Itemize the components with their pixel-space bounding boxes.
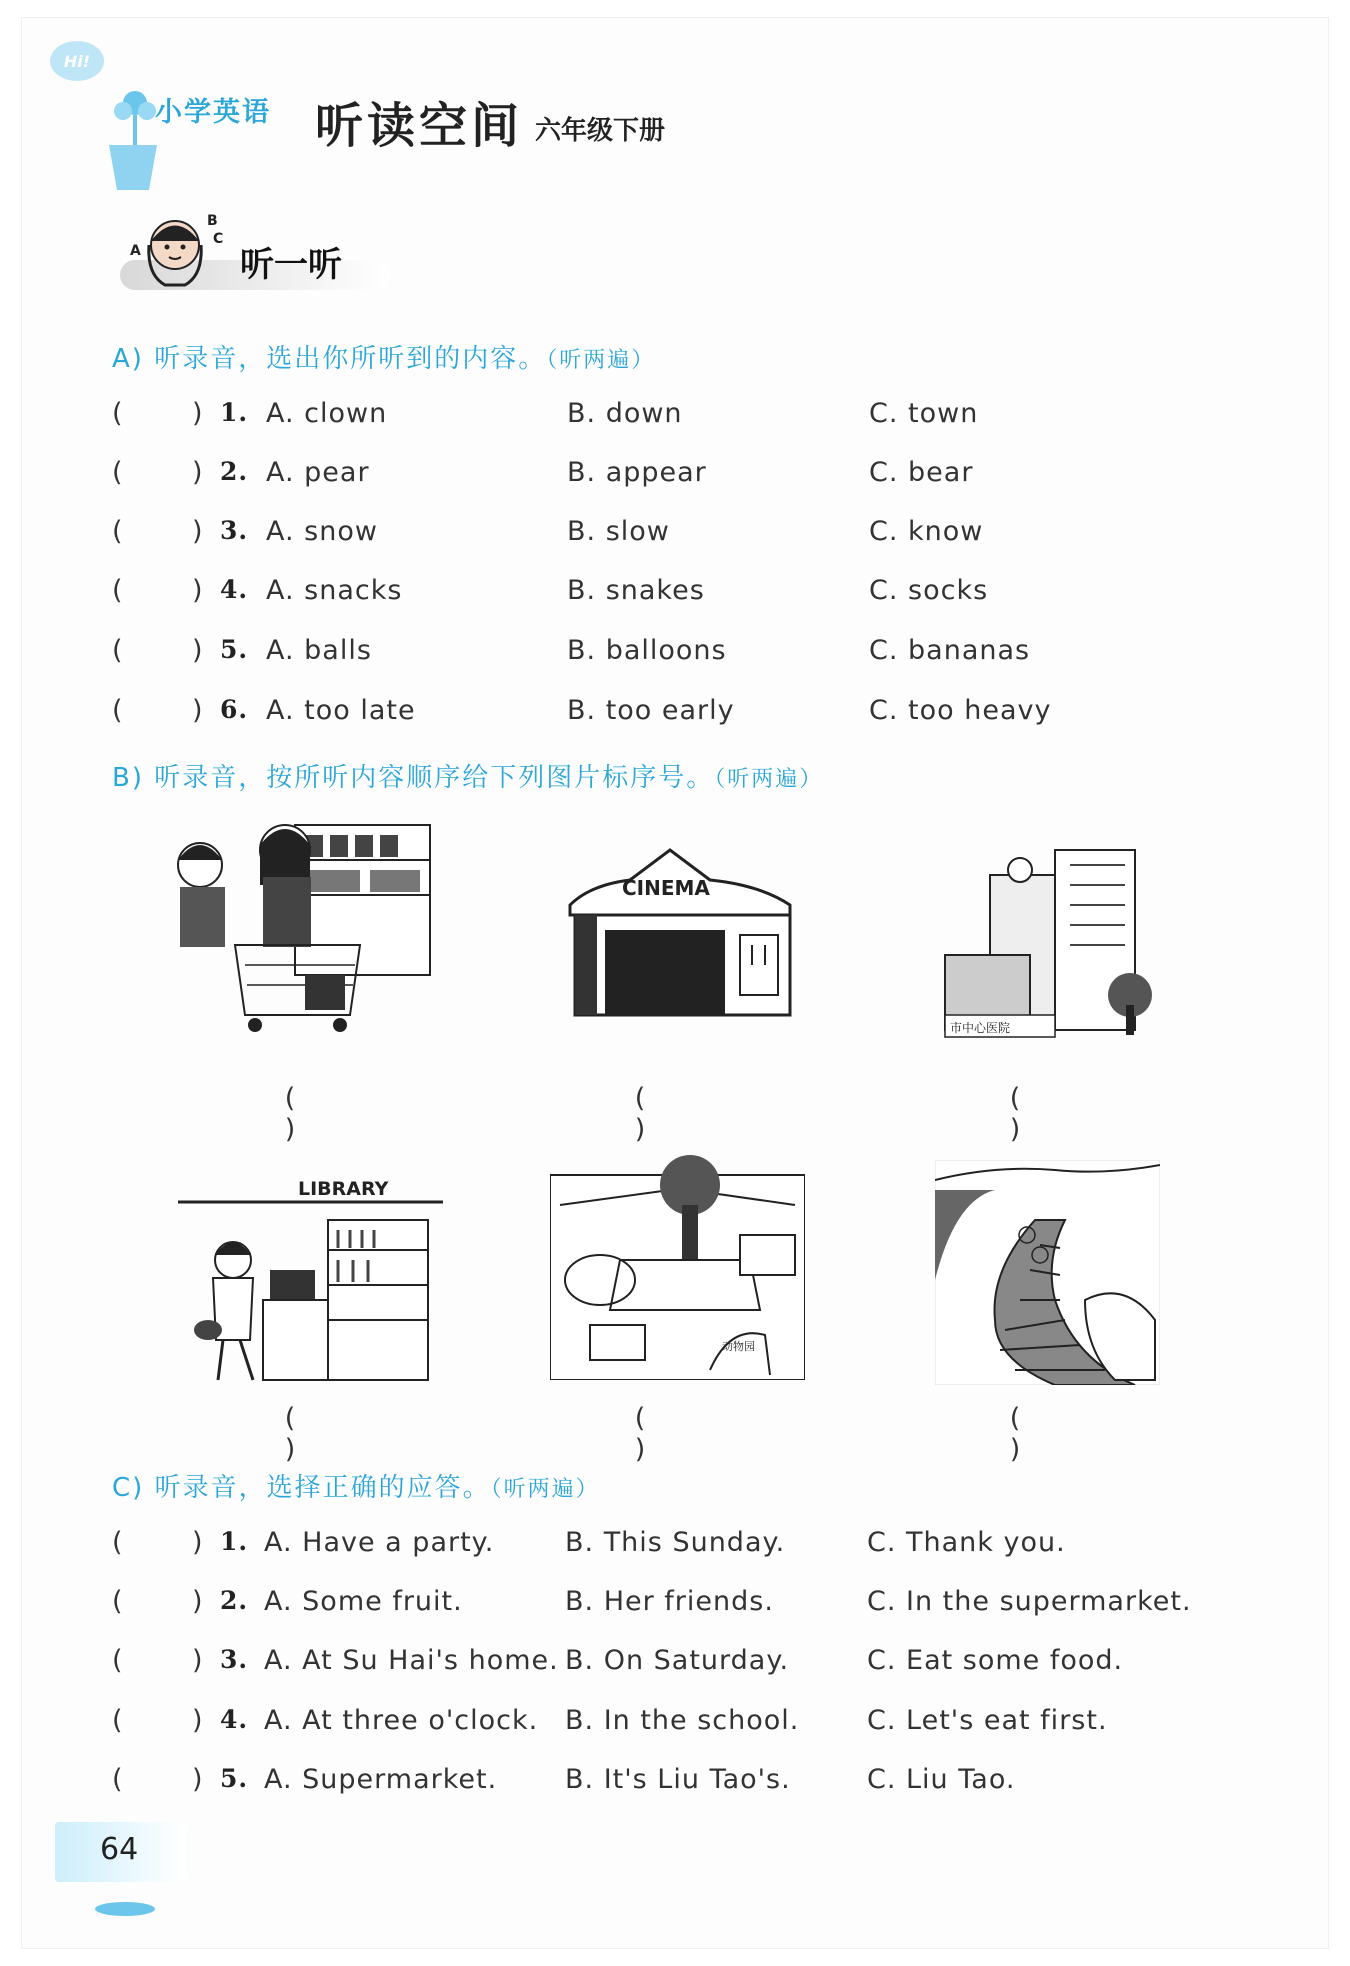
option-b[interactable]: B. This Sunday. <box>565 1527 786 1558</box>
part-a-question: ( ) 4. A. snacks B. snakes C. socks <box>112 575 989 606</box>
option-c[interactable]: C. In the supermarket. <box>867 1586 1192 1617</box>
part-c-question: ( ) 1. A. Have a party. B. This Sunday. C. Thank you. <box>112 1527 1066 1558</box>
option-b[interactable]: B. slow <box>567 516 670 547</box>
part-a-question: ( ) 5. A. balls B. balloons C. bananas <box>112 635 1031 666</box>
option-a[interactable]: A. snow <box>266 516 378 547</box>
option-c[interactable]: C. Liu Tao. <box>867 1764 1016 1795</box>
option-b[interactable]: B. too early <box>567 695 735 726</box>
library-picture <box>178 1160 443 1385</box>
option-a[interactable]: A. Some fruit. <box>264 1586 463 1617</box>
option-a[interactable]: A. Supermarket. <box>264 1764 498 1795</box>
option-a[interactable]: A. balls <box>266 635 372 666</box>
option-c[interactable]: C. bear <box>869 457 974 488</box>
zoo-picture <box>550 1145 805 1380</box>
part-a-instruction: A) 听录音，选出你所听到的内容。（听两遍） <box>112 344 656 374</box>
hospital-picture <box>930 845 1170 1040</box>
option-a[interactable]: A. too late <box>266 695 416 726</box>
hospital-sign: 市中心医院 <box>950 1021 1011 1035</box>
option-c[interactable]: C. know <box>869 516 984 547</box>
option-b[interactable]: B. On Saturday. <box>565 1645 790 1676</box>
option-c[interactable]: C. bananas <box>869 635 1031 666</box>
option-a[interactable]: A. pear <box>266 457 370 488</box>
option-c[interactable]: C. Eat some food. <box>867 1645 1124 1676</box>
option-c[interactable]: C. socks <box>869 575 989 606</box>
cinema-sign: CINEMA <box>622 876 710 900</box>
answer-parens[interactable]: ( ) <box>634 1083 686 1145</box>
book-title: 听读空间 <box>315 98 524 154</box>
cinema-picture <box>560 845 800 1020</box>
option-a[interactable]: A. At Su Hai's home. <box>264 1645 559 1676</box>
student-headphones-icon <box>125 205 235 295</box>
option-b[interactable]: B. Her friends. <box>565 1586 774 1617</box>
park-picture <box>935 1160 1160 1385</box>
part-b-instruction: B) 听录音，按所听内容顺序给下列图片标序号。（听两遍） <box>112 763 824 793</box>
footer-decoration <box>95 1902 155 1916</box>
part-a-question: ( ) 3. A. snow B. slow C. know <box>112 516 984 547</box>
part-a-question: ( ) 6. A. too late B. too early C. too heavy <box>112 695 1052 726</box>
option-c[interactable]: C. too heavy <box>869 695 1052 726</box>
option-c[interactable]: C. Thank you. <box>867 1527 1066 1558</box>
option-a[interactable]: A. Have a party. <box>264 1527 495 1558</box>
answer-parens[interactable]: ( ) <box>634 1403 686 1465</box>
option-b[interactable]: B. down <box>567 398 683 429</box>
grade-label: 六年级下册 <box>535 116 666 146</box>
library-sign: LIBRARY <box>298 1178 389 1200</box>
hi-bubble: Hi! <box>50 41 104 81</box>
part-c-question: ( ) 3. A. At Su Hai's home. B. On Saturday. C. Eat some food. <box>112 1645 1124 1676</box>
series-name: 小学英语 <box>155 97 271 128</box>
part-c-question: ( ) 2. A. Some fruit. B. Her friends. C. In the supermarket. <box>112 1586 1192 1617</box>
part-a-question: ( ) 2. A. pear B. appear C. bear <box>112 457 974 488</box>
header <box>40 35 740 165</box>
section-title: 听一听 <box>240 245 342 285</box>
option-b[interactable]: B. balloons <box>567 635 727 666</box>
section-banner <box>120 205 400 305</box>
part-c-question: ( ) 5. A. Supermarket. B. It's Liu Tao's. C. Liu Tao. <box>112 1764 1016 1795</box>
option-a[interactable]: A. At three o'clock. <box>264 1705 539 1736</box>
supermarket-picture <box>165 815 435 1040</box>
svg-text:C: C <box>213 231 224 247</box>
part-c-question: ( ) 4. A. At three o'clock. B. In the school. C. Let's eat first. <box>112 1705 1108 1736</box>
option-b[interactable]: B. In the school. <box>565 1705 800 1736</box>
option-a[interactable]: A. snacks <box>266 575 403 606</box>
option-c[interactable]: C. town <box>869 398 979 429</box>
answer-parens[interactable]: ( ) <box>284 1403 336 1465</box>
option-b[interactable]: B. It's Liu Tao's. <box>565 1764 791 1795</box>
option-b[interactable]: B. appear <box>567 457 707 488</box>
option-a[interactable]: A. clown <box>266 398 388 429</box>
option-c[interactable]: C. Let's eat first. <box>867 1705 1108 1736</box>
zoo-sign: 动物园 <box>722 1340 755 1353</box>
svg-text:B: B <box>207 213 218 229</box>
answer-parens[interactable]: ( ) <box>1009 1403 1061 1465</box>
page-number: 64 <box>100 1832 139 1867</box>
answer-parens[interactable]: ( ) <box>1009 1083 1061 1145</box>
option-b[interactable]: B. snakes <box>567 575 705 606</box>
part-c-instruction: C) 听录音，选择正确的应答。（听两遍） <box>112 1473 600 1503</box>
svg-text:A: A <box>130 243 141 259</box>
answer-parens[interactable]: ( ) <box>284 1083 336 1145</box>
part-a-question: ( ) 1. A. clown B. down C. town <box>112 398 979 429</box>
